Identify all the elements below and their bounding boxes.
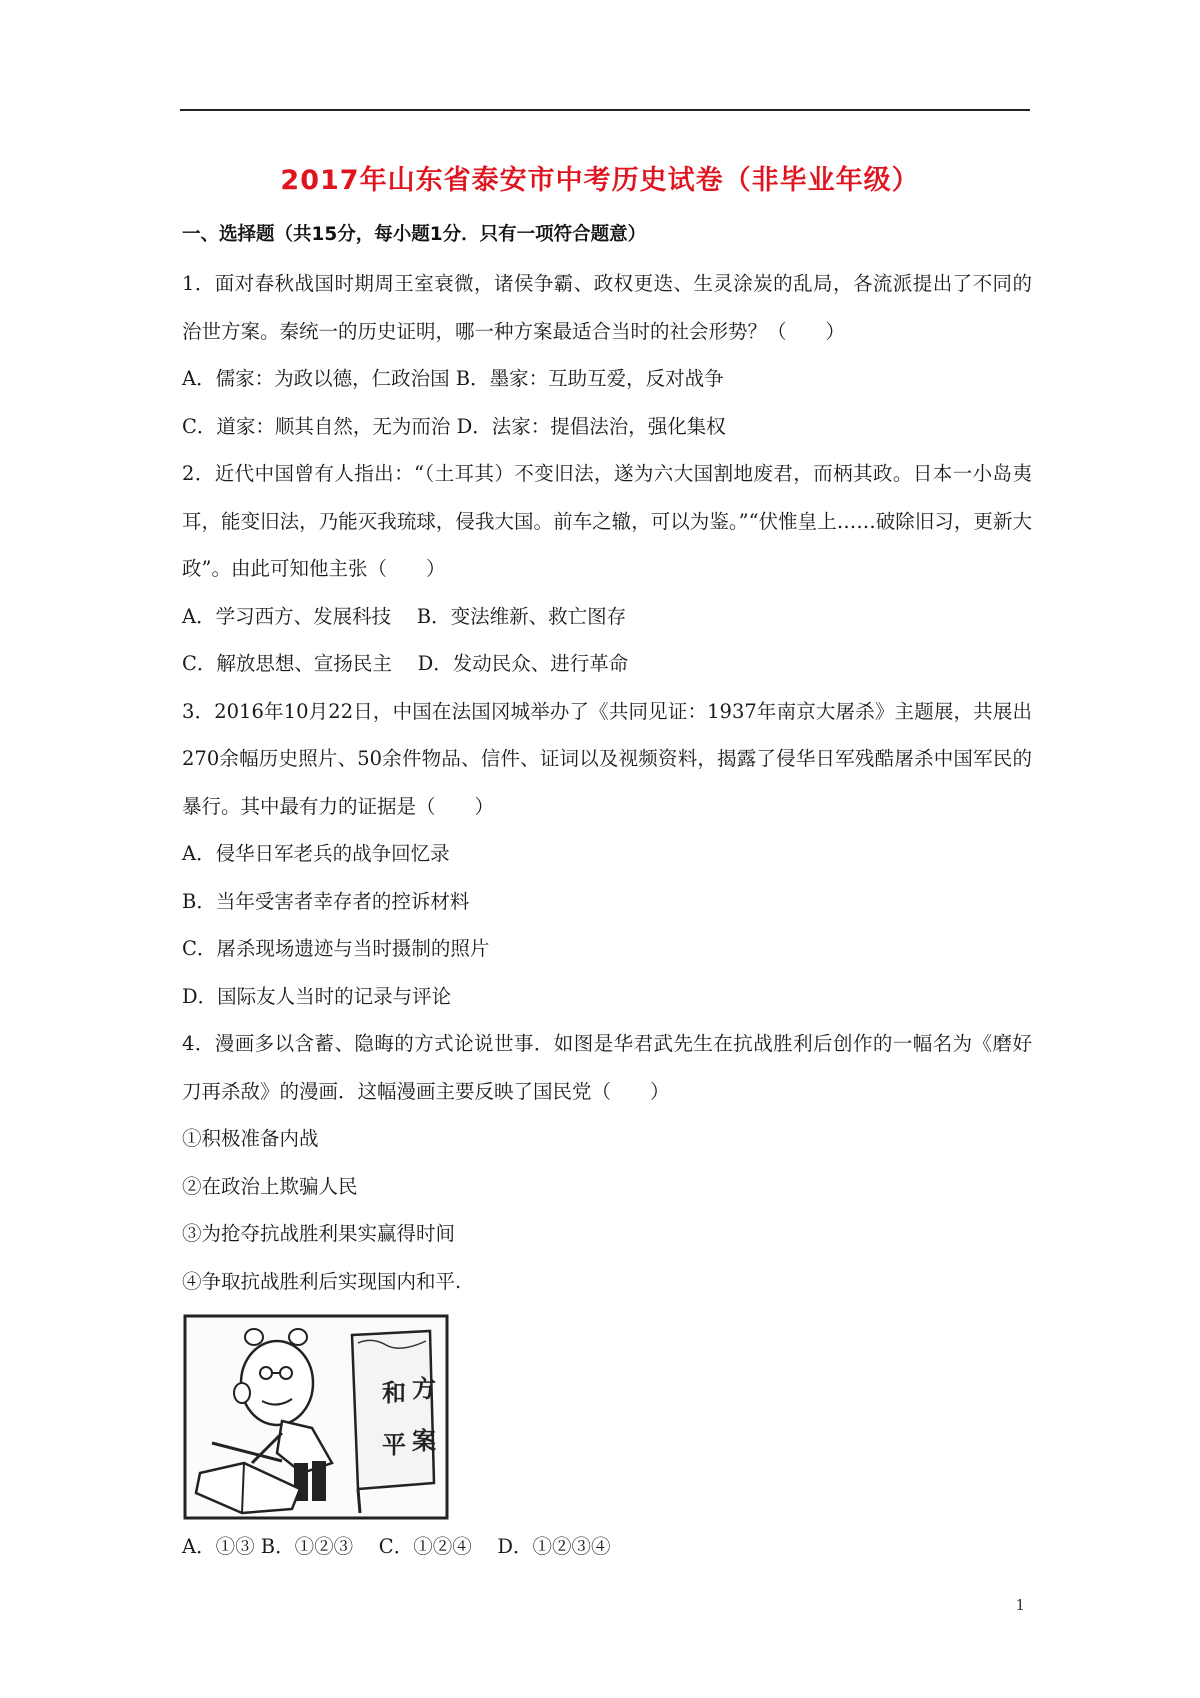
question-4-item: ③为抢夺抗战胜利果实赢得时间 [182,1222,456,1245]
cartoon-image [182,1313,452,1523]
question-1-option-line: A．儒家：为政以德，仁政治国 B．墨家：互助互爱，反对战争 [182,367,724,390]
question-4-option-line: A．①③ B．①②③ C．①②④ D．①②③④ [182,1535,611,1558]
question-3-option: C．屠杀现场遗迹与当时摄制的照片 [182,937,490,960]
cartoon-sign-char: 方 [412,1375,436,1403]
exam-title: 2017年山东省泰安市中考历史试卷（非毕业年级） [280,165,920,196]
question-4-item: ②在政治上欺骗人民 [182,1174,358,1198]
cartoon-sign-char: 平 [382,1431,406,1459]
question-2-option-line: A．学习西方、发展科技 B．变法维新、救亡图存 [182,604,627,628]
question-4-item: ①积极准备内战 [182,1127,319,1150]
question-3-option: D．国际友人当时的记录与评论 [182,984,452,1008]
cartoon-sign-char: 案 [412,1427,436,1455]
question-3-option: B．当年受害者幸存者的控诉材料 [182,889,470,913]
page-number: 1 [1015,1596,1025,1614]
header-rule [180,109,1030,111]
cartoon-sign-char: 和 [382,1379,406,1407]
questions-body [182,260,1032,1571]
question-2-option-line: C．解放思想、宣扬民主 D．发动民众、进行革命 [182,652,629,675]
cartoon-drawing [182,1313,452,1523]
question-3-option: A．侵华日军老兵的战争回忆录 [182,842,450,865]
question-4-stem: 4．漫画多以含蓄、隐晦的方式论说世事．如图是华君武先生在抗战胜利后创作的一幅名为《磨好刀再杀敌》的漫画．这幅漫画主要反映了国民党（ ） [182,1032,1032,1103]
question-1-option-line: C．道家：顺其自然，无为而治 D．法家：提倡法治，强化集权 [182,414,726,438]
question-3-stem: 3．2016年10月22日，中国在法国冈城举办了《共同见证：1937年南京大屠杀》主题展，共展出270余幅历史照片、50余件物品、信件、证词以及视频资料，揭露了侵华日军残酷屠杀中国军民的暴行。其中最有力的证据是（ ） [182,699,1032,818]
question-1-stem: 1．面对春秋战国时期周王室衰微，诸侯争霸、政权更迭、生灵涂炭的乱局，各流派提出了不同的治世方案。秦统一的历史证明，哪一种方案最适合当时的社会形势？（ ） [182,272,1032,343]
section-heading: 一、选择题（共15分，每小题1分．只有一项符合题意） [182,224,647,245]
question-4-item: ④争取抗战胜利后实现国内和平. [182,1269,462,1293]
question-2-stem: 2．近代中国曾有人指出：“（土耳其）不变旧法，遂为六大国割地废君，而柄其政。日本一小岛夷耳，能变旧法，乃能灭我琉球，侵我大国。前车之辙，可以为鉴。”“伏惟皇上……破除旧习，更新大政”。由此可知他主张（ ） [182,462,1032,580]
